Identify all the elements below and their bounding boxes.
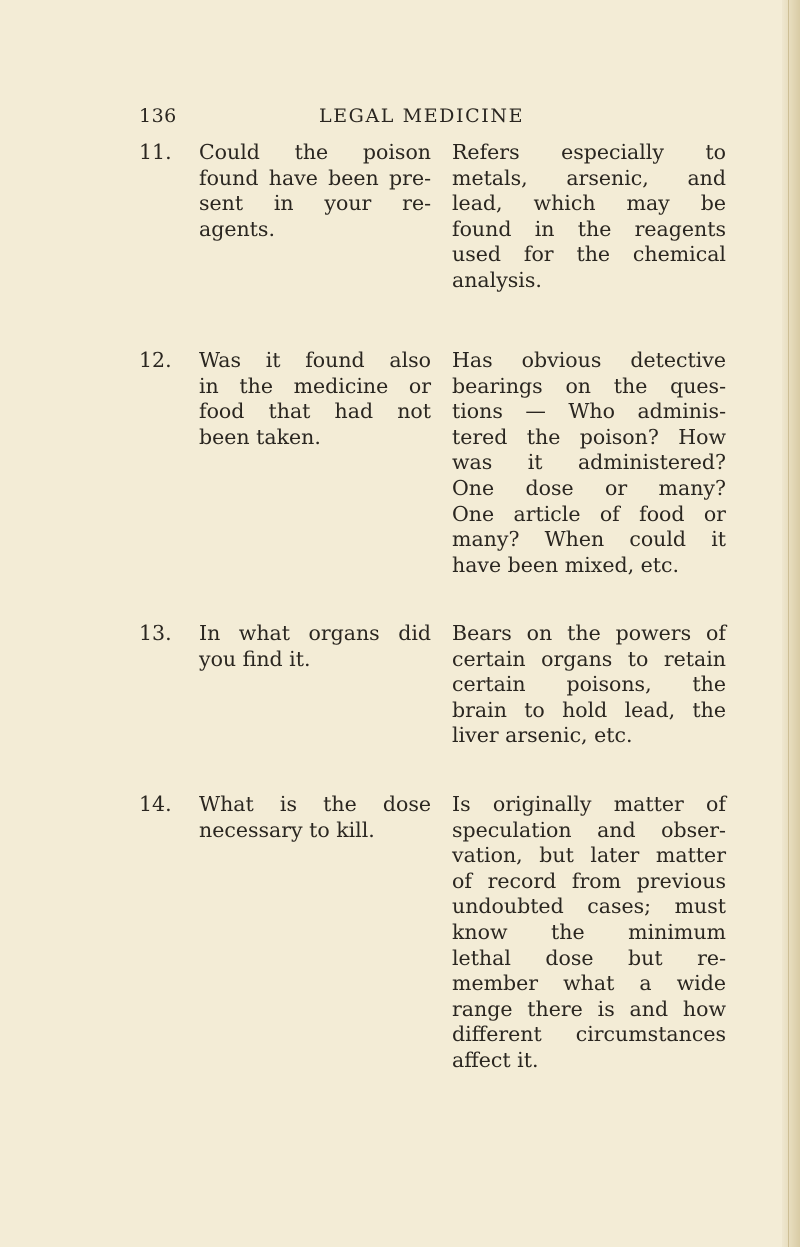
item-number: 14.	[139, 792, 172, 816]
answer-text	[452, 348, 726, 578]
answer-line: undoubted cases; must	[452, 894, 726, 919]
answer-line: found in the reagents	[452, 216, 726, 241]
running-title: LEGAL MEDICINE	[319, 105, 525, 127]
answer-line: certain organs to retain	[452, 646, 726, 671]
answer-line: certain poisons, the	[452, 672, 726, 697]
question-line: food that had not	[199, 399, 431, 424]
question-text	[199, 348, 431, 450]
question-line: been taken.	[199, 424, 321, 449]
question-text	[199, 792, 431, 843]
answer-line: lead, which may be	[452, 191, 726, 216]
answer-line: analysis.	[452, 267, 542, 292]
answer-line: Bears on the powers of	[452, 621, 726, 645]
question-line: necessary to kill.	[199, 817, 375, 842]
answer-line: Is originally matter of	[452, 792, 726, 816]
question-line: in the medicine or	[199, 373, 431, 398]
question-line: What is the dose	[199, 792, 431, 816]
answer-line: tered the poison? How	[452, 424, 726, 449]
answer-line: was it administered?	[452, 450, 726, 475]
answer-line: Has obvious detective	[452, 348, 726, 372]
answer-line: brain to hold lead, the	[452, 697, 726, 722]
question-line: Was it found also	[199, 348, 431, 372]
answer-line: affect it.	[452, 1047, 539, 1072]
item-number: 13.	[139, 621, 172, 645]
question-line: In what organs did	[199, 621, 431, 645]
answer-line: range there is and how	[452, 996, 726, 1021]
answer-line: Refers especially to	[452, 140, 726, 164]
answer-line: member what a wide	[452, 971, 726, 996]
answer-line: used for the chemical	[452, 242, 726, 267]
question-text	[199, 621, 431, 672]
answer-line: One article of food or	[452, 501, 726, 526]
answer-text	[452, 621, 726, 749]
answer-text	[452, 140, 726, 294]
question-line: agents.	[199, 216, 275, 241]
question-text	[199, 140, 431, 242]
answer-line: One dose or many?	[452, 475, 726, 500]
answer-line: metals, arsenic, and	[452, 165, 726, 190]
question-line: Could the poison	[199, 140, 431, 164]
question-line: sent in your re-	[199, 191, 431, 216]
question-line: found have been pre-	[199, 165, 431, 190]
page-number: 136	[139, 105, 177, 127]
answer-line: have been mixed, etc.	[452, 552, 679, 577]
answer-line: of record from previous	[452, 868, 726, 893]
answer-text	[452, 792, 726, 1074]
page-edge	[782, 0, 800, 1247]
item-number: 11.	[139, 140, 172, 164]
answer-line: know the minimum	[452, 919, 726, 944]
item-number: 12.	[139, 348, 172, 372]
answer-line: bearings on the ques-	[452, 373, 726, 398]
answer-line: lethal dose but re-	[452, 945, 726, 970]
answer-line: different circumstances	[452, 1022, 726, 1047]
page-header	[139, 105, 739, 135]
question-line: you find it.	[199, 646, 311, 671]
answer-line: vation, but later matter	[452, 843, 726, 868]
answer-line: tions — Who adminis-	[452, 399, 726, 424]
answer-line: many? When could it	[452, 527, 726, 552]
answer-line: liver arsenic, etc.	[452, 723, 633, 748]
answer-line: speculation and obser-	[452, 817, 726, 842]
